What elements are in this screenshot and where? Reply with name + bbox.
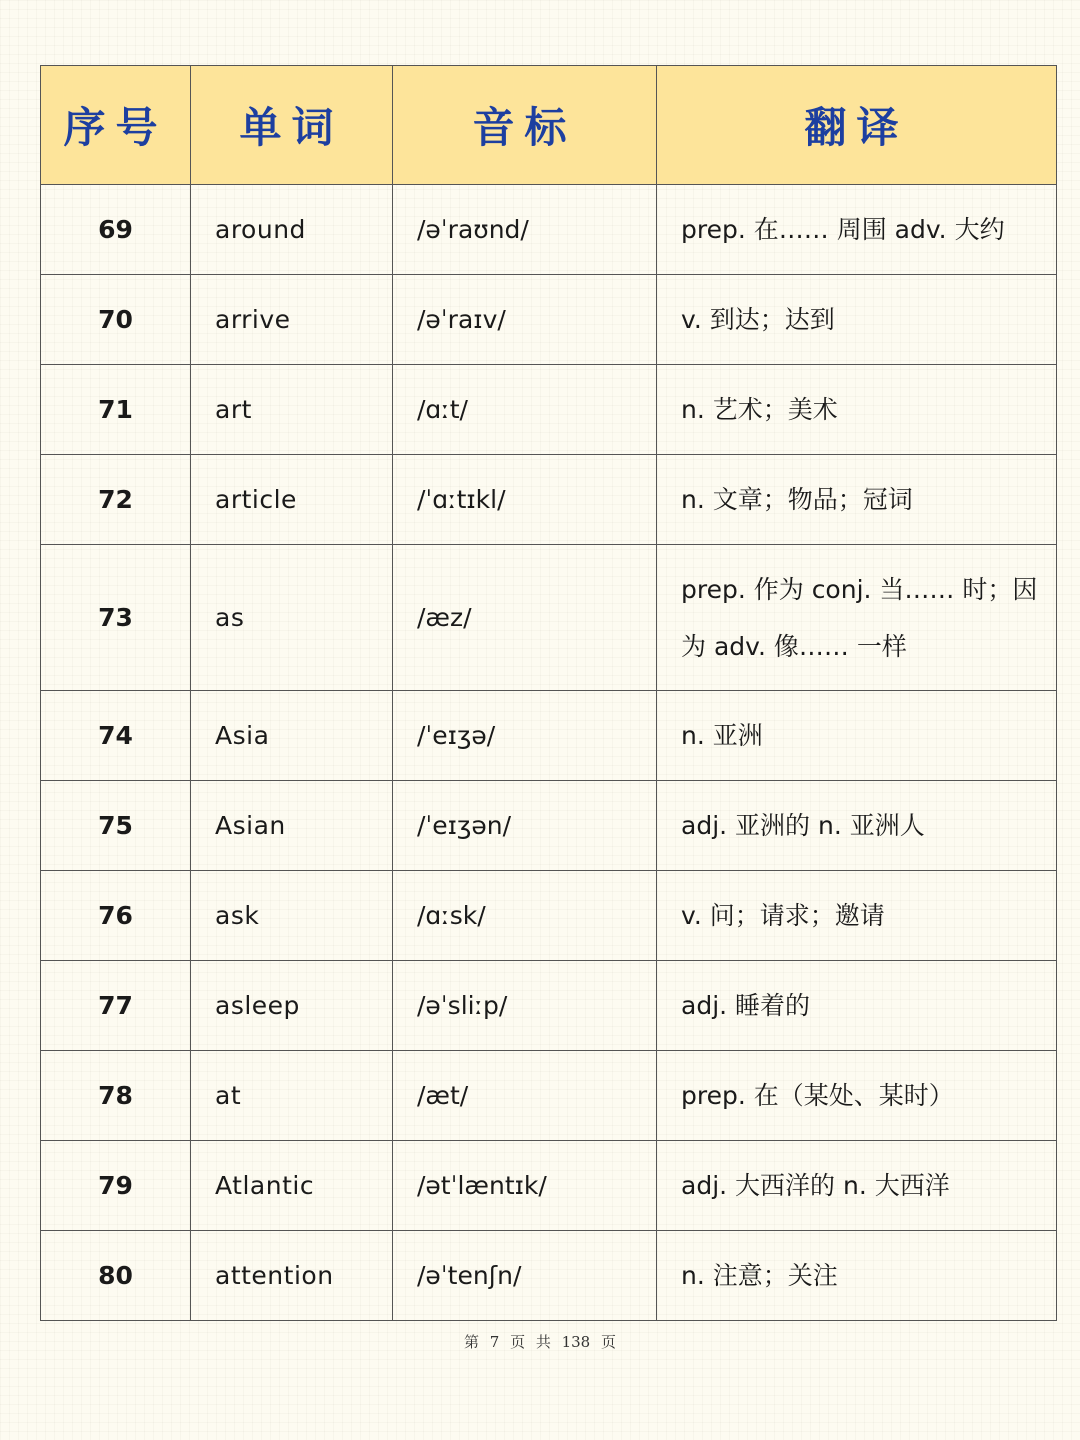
row-phonetic: /æz/ xyxy=(393,545,657,691)
header-word: 单词 xyxy=(191,66,393,185)
row-number: 77 xyxy=(41,961,191,1051)
table-row xyxy=(41,1051,1057,1141)
row-phonetic: /æt/ xyxy=(393,1051,657,1141)
row-phonetic: /ətˈlæntɪk/ xyxy=(393,1141,657,1231)
header-phonetic: 音标 xyxy=(393,66,657,185)
table-row xyxy=(41,455,1057,545)
vocabulary-table xyxy=(40,65,1057,1321)
table-row xyxy=(41,1141,1057,1231)
table-row xyxy=(41,691,1057,781)
row-translation: v. 问；请求；邀请 xyxy=(657,871,1057,961)
row-number: 78 xyxy=(41,1051,191,1141)
row-phonetic: /əˈraʊnd/ xyxy=(393,185,657,275)
row-word: as xyxy=(191,545,393,691)
row-translation: n. 文章；物品；冠词 xyxy=(657,455,1057,545)
row-number: 75 xyxy=(41,781,191,871)
row-word: arrive xyxy=(191,275,393,365)
row-word: around xyxy=(191,185,393,275)
table-row xyxy=(41,1231,1057,1321)
row-phonetic: /əˈtenʃn/ xyxy=(393,1231,657,1321)
row-word: art xyxy=(191,365,393,455)
header-translation: 翻译 xyxy=(657,66,1057,185)
page-footer: 第 7 页 共 138 页 xyxy=(463,1333,616,1351)
row-number: 80 xyxy=(41,1231,191,1321)
row-phonetic: /ɑːsk/ xyxy=(393,871,657,961)
row-phonetic: /ˈeɪʒən/ xyxy=(393,781,657,871)
row-translation: prep. 作为 conj. 当…… 时；因为 adv. 像…… 一样 xyxy=(657,545,1057,691)
row-translation: adj. 大西洋的 n. 大西洋 xyxy=(657,1141,1057,1231)
row-translation: prep. 在（某处、某时） xyxy=(657,1051,1057,1141)
table-row xyxy=(41,545,1057,691)
row-number: 72 xyxy=(41,455,191,545)
row-translation: adj. 亚洲的 n. 亚洲人 xyxy=(657,781,1057,871)
row-translation: n. 亚洲 xyxy=(657,691,1057,781)
row-number: 70 xyxy=(41,275,191,365)
row-word: Atlantic xyxy=(191,1141,393,1231)
header-number: 序号 xyxy=(41,66,191,185)
table-row xyxy=(41,961,1057,1051)
row-phonetic: /əˈsliːp/ xyxy=(393,961,657,1051)
row-word: Asia xyxy=(191,691,393,781)
row-phonetic: /ˈɑːtɪkl/ xyxy=(393,455,657,545)
row-translation: prep. 在…… 周围 adv. 大约 xyxy=(657,185,1057,275)
table-row xyxy=(41,365,1057,455)
row-phonetic: /ɑːt/ xyxy=(393,365,657,455)
row-translation: v. 到达；达到 xyxy=(657,275,1057,365)
table-header xyxy=(41,66,1057,185)
row-translation: n. 注意；关注 xyxy=(657,1231,1057,1321)
row-word: asleep xyxy=(191,961,393,1051)
row-number: 74 xyxy=(41,691,191,781)
row-word: Asian xyxy=(191,781,393,871)
row-word: attention xyxy=(191,1231,393,1321)
row-number: 73 xyxy=(41,545,191,691)
row-word: at xyxy=(191,1051,393,1141)
table-row xyxy=(41,781,1057,871)
table-row xyxy=(41,275,1057,365)
row-number: 79 xyxy=(41,1141,191,1231)
row-phonetic: /ˈeɪʒə/ xyxy=(393,691,657,781)
row-number: 71 xyxy=(41,365,191,455)
row-word: ask xyxy=(191,871,393,961)
row-number: 69 xyxy=(41,185,191,275)
header-row xyxy=(41,66,1057,185)
row-translation: n. 艺术；美术 xyxy=(657,365,1057,455)
row-phonetic: /əˈraɪv/ xyxy=(393,275,657,365)
row-word: article xyxy=(191,455,393,545)
table-body xyxy=(41,185,1057,1321)
table-row xyxy=(41,185,1057,275)
table-row xyxy=(41,871,1057,961)
row-translation: adj. 睡着的 xyxy=(657,961,1057,1051)
row-number: 76 xyxy=(41,871,191,961)
